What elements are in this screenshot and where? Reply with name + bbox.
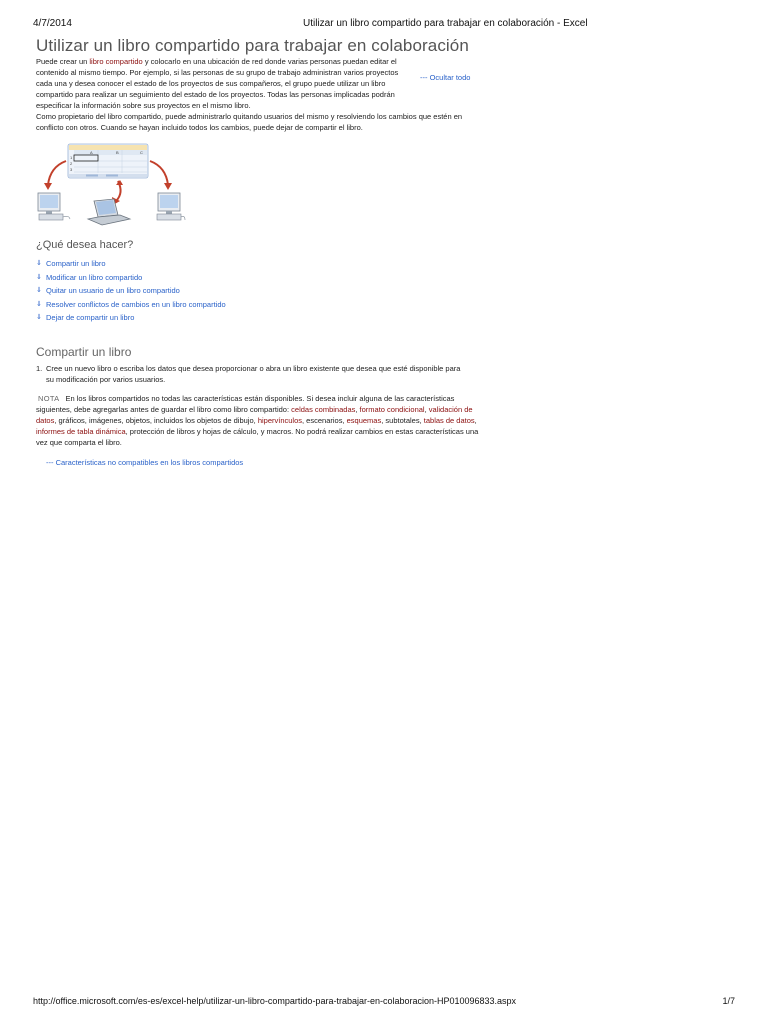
toc-item-resolve-conflicts[interactable] <box>36 298 480 312</box>
glossary-term-conditional-format[interactable]: formato condicional <box>359 404 425 414</box>
print-header <box>33 18 735 32</box>
toc-item-label[interactable]: Dejar de compartir un libro <box>46 313 135 322</box>
print-footer <box>33 996 735 1010</box>
glossary-term-shared-workbook[interactable]: libro compartido <box>89 57 143 66</box>
intro-paragraph <box>36 56 416 111</box>
network-diagram-icon <box>36 141 186 229</box>
row-2-label: 2 <box>70 161 73 166</box>
table-of-contents <box>36 257 480 325</box>
step-text: Cree un nuevo libro o escriba los datos que desea proporcionar o abra un libro existente que desea que esté disponible para su modificación por varios usuarios. <box>46 363 461 384</box>
note-text: , <box>355 404 360 414</box>
intro-text-rest: y colocarlo en una ubicación de red donde varias personas puedan editar el contenido al mismo tiempo. Por ejemplo, si las personas de su grupo de trabajo administran varios proyectos cada una y desea conocer el estado de los proyectos de sus compañeros, el grupo puede utilizar un libro compartido para realizar un seguimiento del estado de los proyectos. Todas las personas implicadas podrán especificar la información sobre sus proyectos en el mismo libro. <box>36 57 399 110</box>
print-doc-title: Utilizar un libro compartido para trabajar en colaboración - Excel <box>303 18 588 29</box>
glossary-term-data-tables[interactable]: tablas de datos <box>423 415 475 425</box>
page-title: Utilizar un libro compartido para trabajar en colaboración <box>36 36 469 55</box>
arrow-down-icon: ⇓ <box>36 260 42 267</box>
note-text: En los libros compartidos no todas las características están disponibles. Si desea incluir alguna de las características siguientes, debe agregarlas antes de guardar el libro como libro compartido: <box>36 393 455 414</box>
page-number: 1/7 <box>722 996 735 1006</box>
glossary-term-merged-cells[interactable]: celdas combinadas <box>291 404 356 414</box>
arrow-down-icon: ⇓ <box>36 273 42 281</box>
toc-item-stop-sharing[interactable] <box>36 311 480 325</box>
toc-item-label[interactable]: Modificar un libro compartido <box>46 272 143 282</box>
row-3-label: 3 <box>70 167 73 172</box>
note-text: , subtotales, <box>381 415 424 425</box>
what-to-do-heading: ¿Qué desea hacer? <box>36 239 134 251</box>
step-number: 1. <box>36 363 43 373</box>
note-block <box>36 393 480 448</box>
print-date: 4/7/2014 <box>33 18 72 29</box>
toc-item-label[interactable]: Resolver conflictos de cambios en un libro compartido <box>46 299 226 309</box>
column-c-label: C <box>140 150 143 155</box>
toc-item-share[interactable] <box>36 257 480 271</box>
note-label: NOTA <box>38 393 60 403</box>
toc-item-remove-user[interactable] <box>36 284 480 298</box>
row-1-label: 1 <box>70 155 73 160</box>
toc-item-label[interactable]: Compartir un libro <box>46 259 106 268</box>
owner-paragraph: Como propietario del libro compartido, puede administrarlo quitando usuarios del mismo y resolviendo los cambios que estén en conflicto con otros. Cuando se hayan incluido todos los cambios, puede dejar de compartir el libro. <box>36 112 463 132</box>
hide-all-link[interactable]: --- Ocultar todo <box>420 73 471 82</box>
column-a-label: A <box>90 150 93 155</box>
shared-workbook-illustration <box>36 141 186 229</box>
note-text: , escenarios, <box>302 415 347 425</box>
unsupported-features-link[interactable]: --- Características no compatibles en los libros compartidos <box>46 457 244 467</box>
glossary-term-pivottable-reports[interactable]: informes de tabla dinámica <box>36 426 126 436</box>
page-url: http://office.microsoft.com/es-es/excel-help/utilizar-un-libro-compartido-para-trabajar-en-colaboracion-HP010096833.aspx <box>33 996 517 1006</box>
arrow-down-icon: ⇓ <box>36 287 42 294</box>
note-text: , gráficos, imágenes, objetos, incluidos los objetos de dibujo, <box>54 415 258 425</box>
note-text: , <box>424 404 429 414</box>
column-b-label: B <box>116 150 119 155</box>
glossary-term-outlines[interactable]: esquemas <box>346 415 382 425</box>
toc-item-modify[interactable] <box>36 271 480 285</box>
note-text: , <box>474 415 477 425</box>
arrow-down-icon: ⇓ <box>36 314 42 321</box>
section-heading-share: Compartir un libro <box>36 344 132 359</box>
glossary-term-data-validation[interactable]: validación de datos <box>36 404 473 425</box>
arrow-down-icon: ⇓ <box>36 300 42 308</box>
toc-item-label[interactable]: Quitar un usuario de un libro compartido <box>46 286 180 295</box>
note-text: , protección de libros y hojas de cálculo, y macros. No podrá realizar cambios en estas características una vez que comparta el libro. <box>36 426 479 447</box>
article <box>36 36 480 467</box>
intro-text-start: Puede crear un <box>36 57 90 66</box>
step-1 <box>36 363 480 386</box>
glossary-term-hyperlinks[interactable]: hipervínculos <box>257 415 303 425</box>
